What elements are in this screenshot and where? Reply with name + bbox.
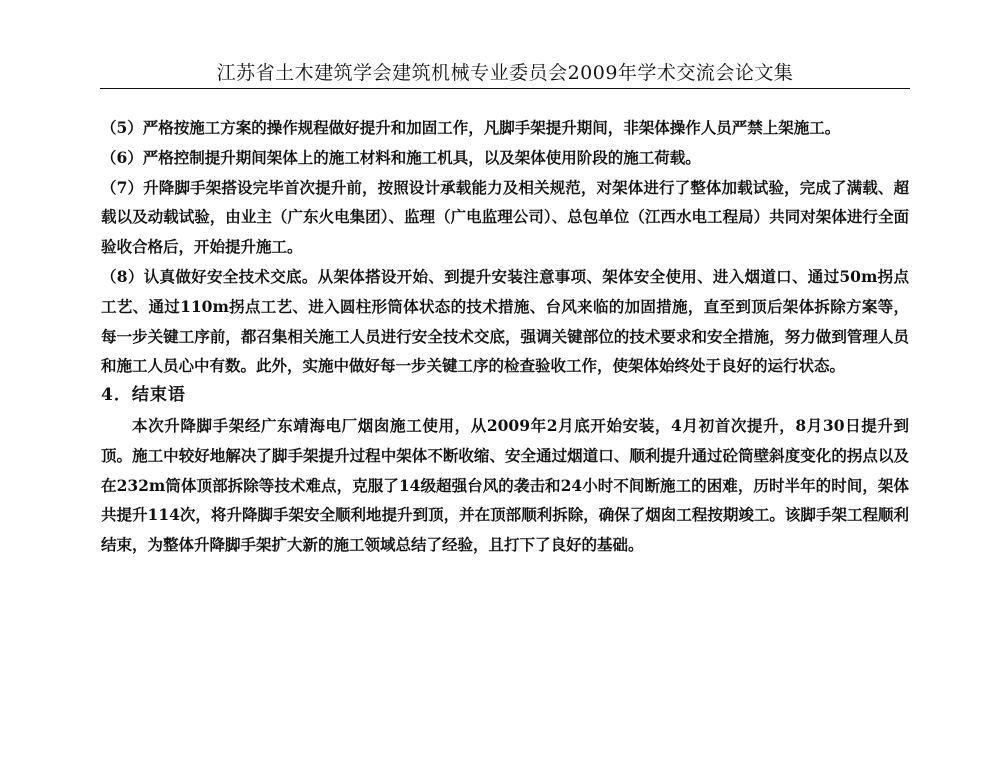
header-divider: [100, 88, 910, 89]
list-item-8: （8）认真做好安全技术交底。从架体搭设开始、到提升安装注意事项、架体安全使用、进入烟道口、通过50m拐点工艺、通过110m拐点工艺、进入圆柱形筒体状态的技术措施、台风来临的加固措施，直至到顶后架体拆除方案等，每一步关键工序前，都召集相关施工人员进行安全技术交底，强调关键部位的技术要求和安全措施，努力做到管理人员和施工人员心中有数。此外，实施中做好每一步关键工序的检查验收工作，使架体始终处于良好的运行状态。: [101, 266, 909, 376]
list-item-7: （7）升降脚手架搭设完毕首次提升前，按照设计承载能力及相关规范，对架体进行了整体加载试验，完成了满载、超载以及动载试验，由业主（广东火电集团）、监理（广电监理公司）、总包单位（江西水电工程局）共同对架体进行全面验收合格后，开始提升施工。: [101, 177, 909, 257]
running-header: 江苏省土木建筑学会建筑机械专业委员会2009年学术交流会论文集: [216, 62, 794, 84]
list-item-6: （6）严格控制提升期间架体上的施工材料和施工机具，以及架体使用阶段的施工荷载。: [101, 147, 701, 167]
list-item-5: （5）严格按施工方案的操作规程做好提升和加固工作，凡脚手架提升期间，非架体操作人员严禁上架施工。: [101, 118, 841, 137]
conclusion-paragraph: 本次升降脚手架经广东靖海电厂烟囱施工使用，从2009年2月底开始安装，4月初首次提升，8月30日提升到顶。施工中较好地解决了脚手架提升过程中架体不断收缩、安全通过烟道口、顺利提升通过砼筒壁斜度变化的拐点以及在232m筒体顶部拆除等技术难点，克服了14级超强台风的袭击和24小时不间断施工的困难，历时半年的时间，架体共提升114次，将升降脚手架安全顺利地提升到顶，并在顶部顺利拆除，确保了烟囱工程按期竣工。该脚手架工程顺利结束，为整体升降脚手架扩大新的施工领域总结了经验，且打下了良好的基础。: [101, 415, 909, 555]
section-heading-conclusion: 4．结束语: [101, 385, 186, 406]
body-text: [101, 113, 909, 560]
